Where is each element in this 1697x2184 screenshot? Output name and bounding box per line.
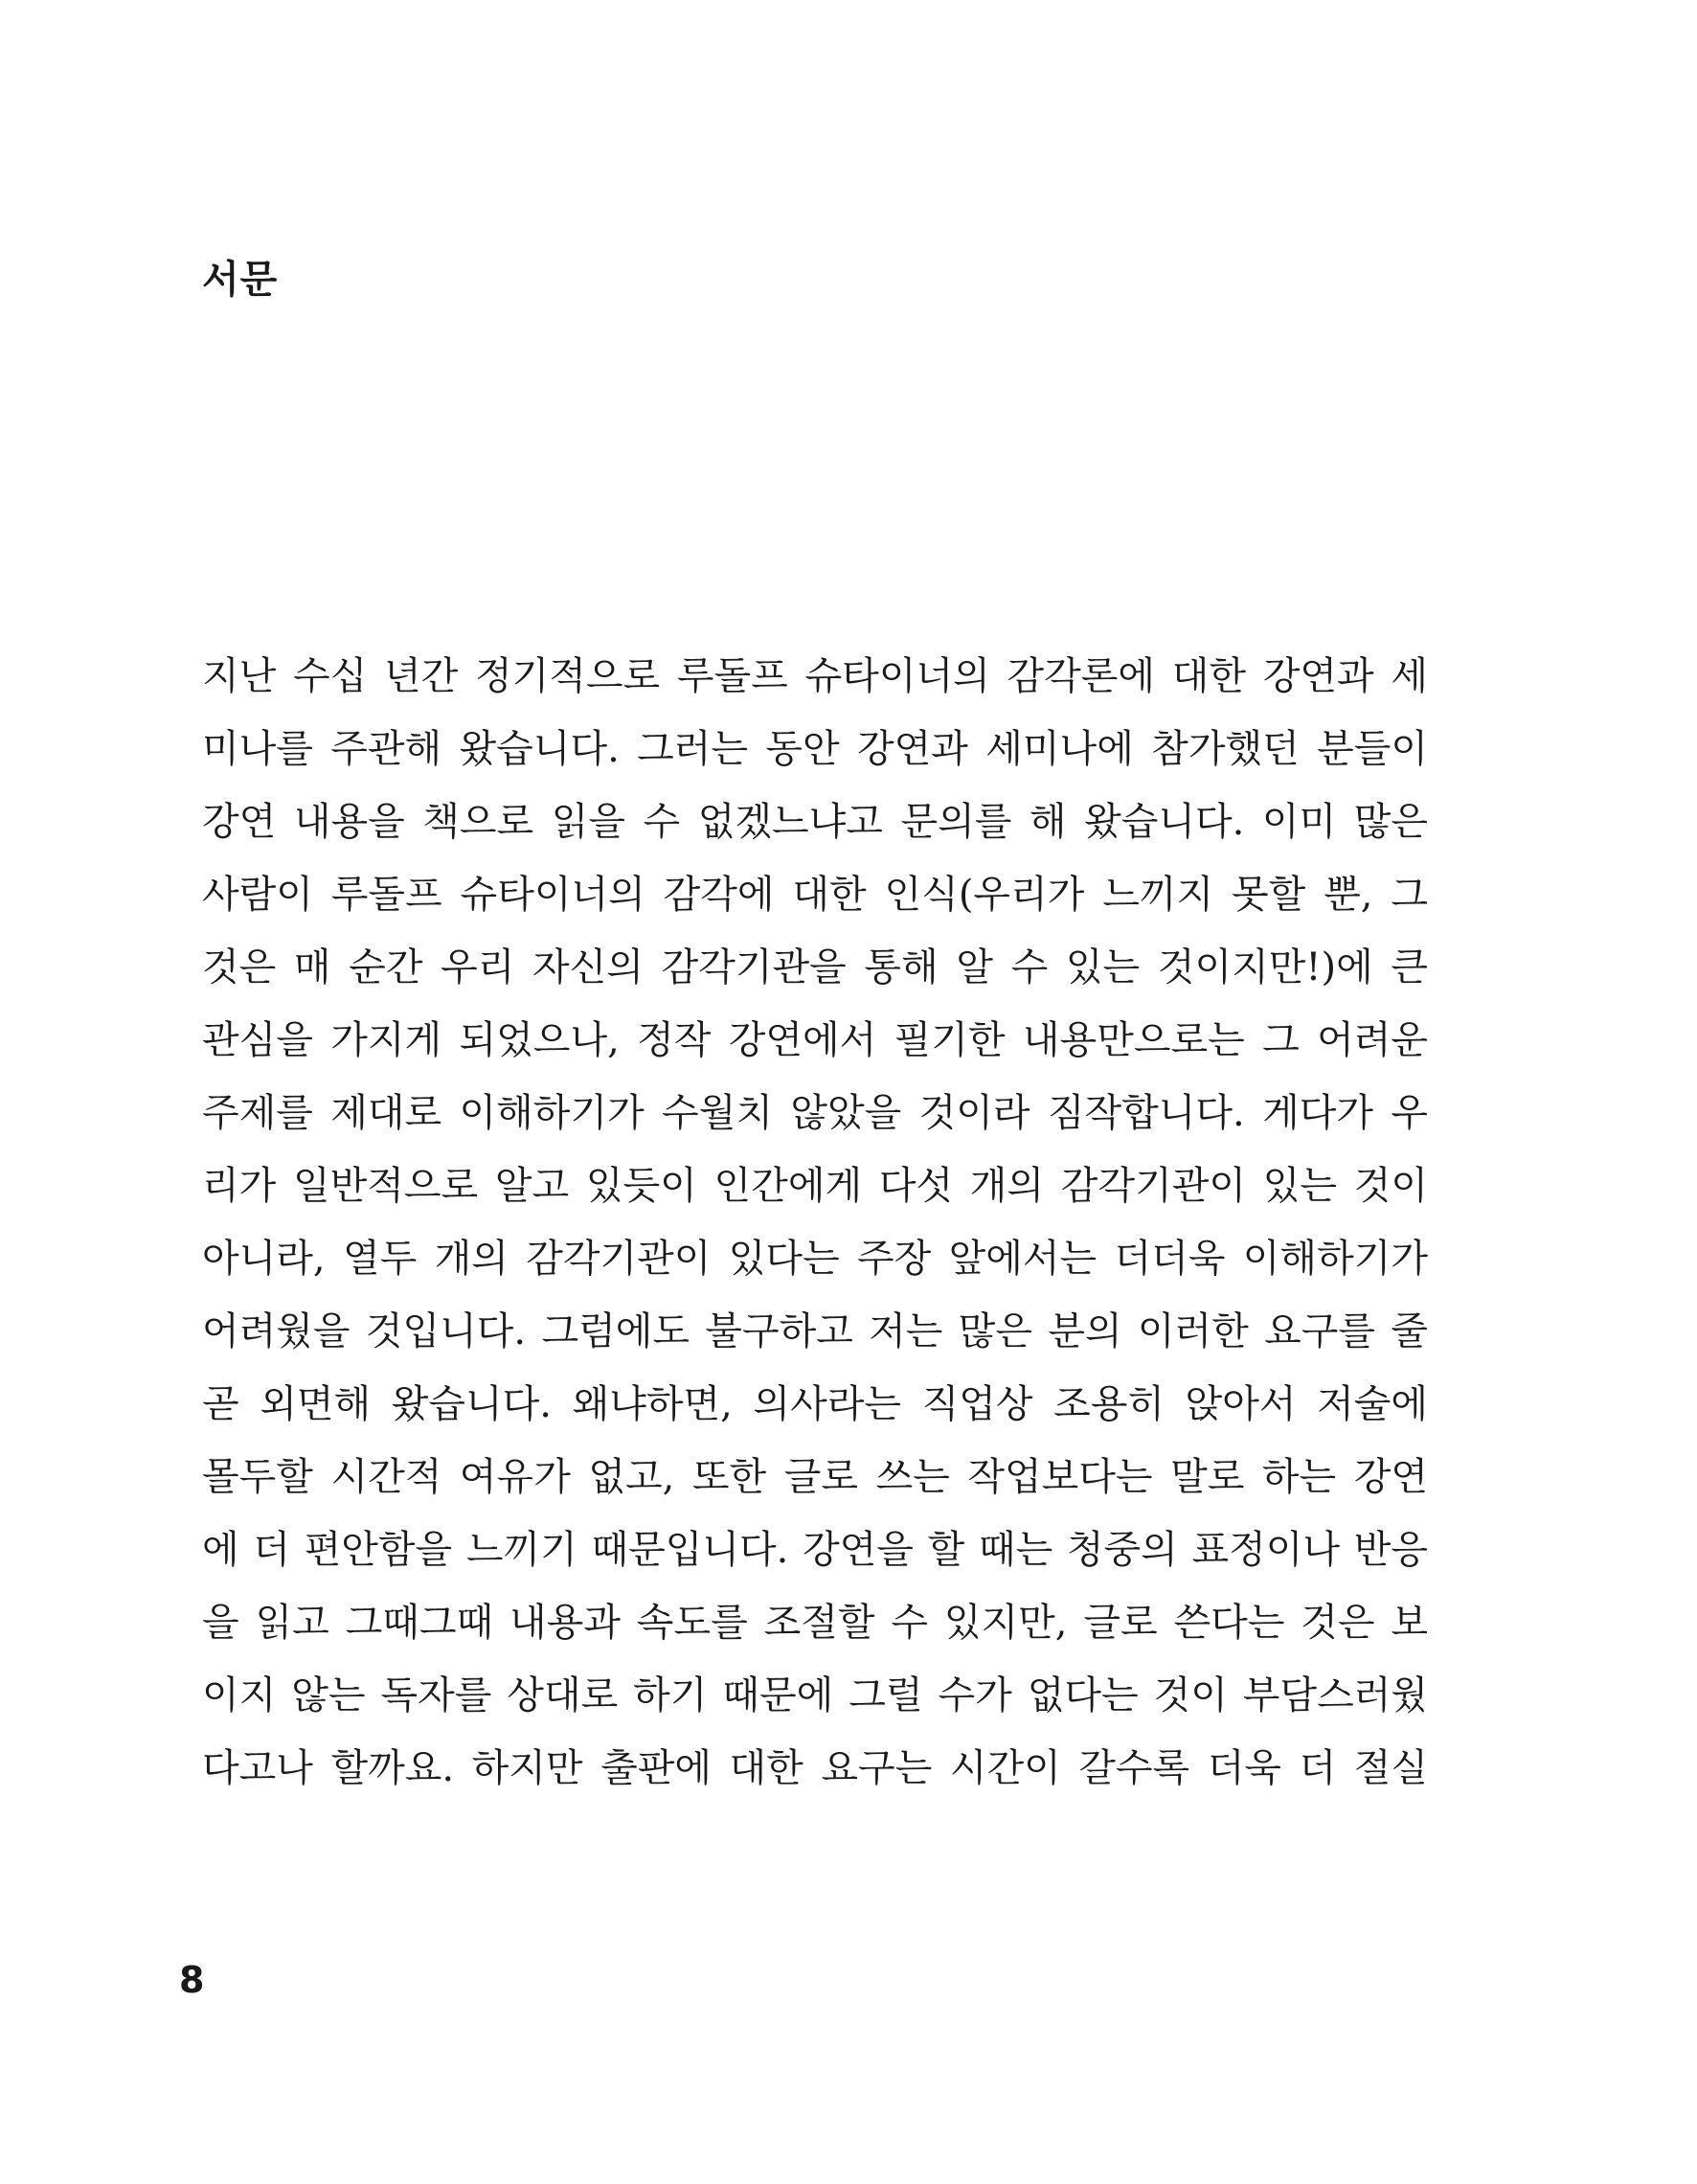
text-line: 에 더 편안함을 느끼기 때문입니다. 강연을 할 때는 청중의 표정이나 반응 <box>202 1528 1428 1572</box>
text-line: 다고나 할까요. 하지만 출판에 대한 요구는 시간이 갈수록 더욱 더 절실 <box>202 1746 1428 1790</box>
text-line: 곧 외면해 왔습니다. 왜냐하면, 의사라는 직업상 조용히 앉아서 저술에 <box>202 1382 1428 1426</box>
text-line: 지난 수십 년간 정기적으로 루돌프 슈타이너의 감각론에 대한 강연과 세 <box>202 654 1428 698</box>
text-line: 사람이 루돌프 슈타이너의 감각에 대한 인식(우리가 느끼지 못할 뿐, 그 <box>202 873 1428 917</box>
text-line: 관심을 가지게 되었으나, 정작 강연에서 필기한 내용만으로는 그 어려운 <box>202 1018 1428 1062</box>
text-line: 이지 않는 독자를 상대로 하기 때문에 그럴 수가 없다는 것이 부담스러웠 <box>202 1673 1428 1718</box>
text-line: 어려웠을 것입니다. 그럼에도 불구하고 저는 많은 분의 이러한 요구를 줄 <box>202 1309 1428 1354</box>
text-line: 아니라, 열두 개의 감각기관이 있다는 주장 앞에서는 더더욱 이해하기가 <box>202 1237 1428 1281</box>
text-line: 몰두할 시간적 여유가 없고, 또한 글로 쓰는 작업보다는 말로 하는 강연 <box>202 1455 1428 1499</box>
text-line: 리가 일반적으로 알고 있듯이 인간에게 다섯 개의 감각기관이 있는 것이 <box>202 1164 1428 1208</box>
text-line: 미나를 주관해 왔습니다. 그러는 동안 강연과 세미나에 참가했던 분들이 <box>202 727 1428 771</box>
text-line: 것은 매 순간 우리 자신의 감각기관을 통해 알 수 있는 것이지만!)에 큰 <box>202 945 1428 990</box>
page-number: 8 <box>179 1959 205 2001</box>
body-paragraph <box>202 640 1428 1805</box>
text-line: 주제를 제대로 이해하기가 수월치 않았을 것이라 짐작합니다. 게다가 우 <box>202 1091 1428 1135</box>
text-line: 을 읽고 그때그때 내용과 속도를 조절할 수 있지만, 글로 쓴다는 것은 보 <box>202 1601 1428 1645</box>
text-line: 강연 내용을 책으로 읽을 수 없겠느냐고 문의를 해 왔습니다. 이미 많은 <box>202 800 1428 844</box>
chapter-title: 서문 <box>202 258 279 302</box>
